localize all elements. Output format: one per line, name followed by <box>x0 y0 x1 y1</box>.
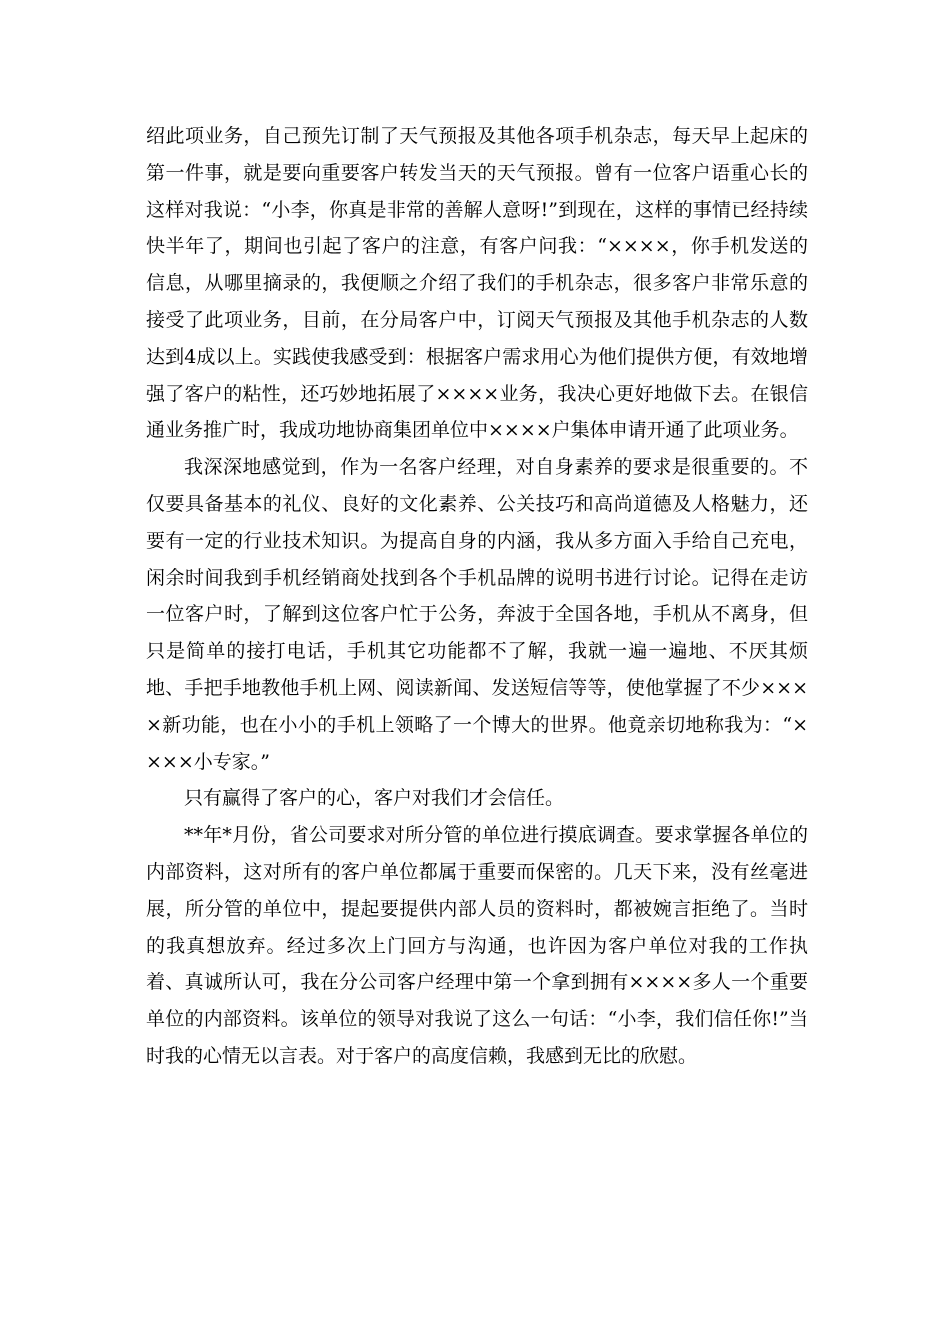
document-body <box>146 118 808 1075</box>
paragraph-2: 我深深地感觉到，作为一名客户经理，对自身素养的要求是很重要的。不仅要具备基本的礼仪、良好的文化素养、公关技巧和高尚道德及人格魅力，还要有一定的行业技术知识。为提高自身的内涵，我从多方面入手给自己充电，闲余时间我到手机经销商处找到各个手机品牌的说明书进行讨论。记得在走访一位客户时，了解到这位客户忙于公务，奔波于全国各地，手机从不离身，但只是简单的接打电话，手机其它功能都不了解，我就一遍一遍地、不厌其烦地、手把手地教他手机上网、阅读新闻、发送短信等等，使他掌握了不少××××新功能，也在小小的手机上领略了一个博大的世界。他竟亲切地称我为：“××××小专家。” <box>146 456 808 773</box>
paragraph-1: 绍此项业务，自己预先订制了天气预报及其他各项手机杂志，每天早上起床的第一件事，就是要向重要客户转发当天的天气预报。曾有一位客户语重心长的这样对我说：“小李，你真是非常的善解人意呀!”到现在，这样的事情已经持续快半年了，期间也引起了客户的注意，有客户问我：“××××，你手机发送的信息，从哪里摘录的，我便顺之介绍了我们的手机杂志，很多客户非常乐意的接受了此项业务，目前，在分局客户中，订阅天气预报及其他手机杂志的人数达到4成以上。实践使我感受到：根据客户需求用心为他们提供方便，有效地增强了客户的粘性，还巧妙地拓展了××××业务，我决心更好地做下去。在银信通业务推广时，我成功地协商集团单位中××××户集体申请开通了此项业务。 <box>146 125 808 442</box>
paragraph-4: **年*月份，省公司要求对所分管的单位进行摸底调查。要求掌握各单位的内部资料，这对所有的客户单位都属于重要而保密的。几天下来，没有丝毫进展，所分管的单位中，提起要提供内部人员的资料时，都被婉言拒绝了。当时的我真想放弃。经过多次上门回方与沟通，也许因为客户单位对我的工作执着、真诚所认可，我在分公司客户经理中第一个拿到拥有××××多人一个重要单位的内部资料。该单位的领导对我说了这么一句话：“小李，我们信任你!”当时我的心情无以言表。对于客户的高度信赖，我感到无比的欣慰。 <box>146 824 808 1067</box>
paragraph-3: 只有赢得了客户的心，客户对我们才会信任。 <box>184 787 565 810</box>
